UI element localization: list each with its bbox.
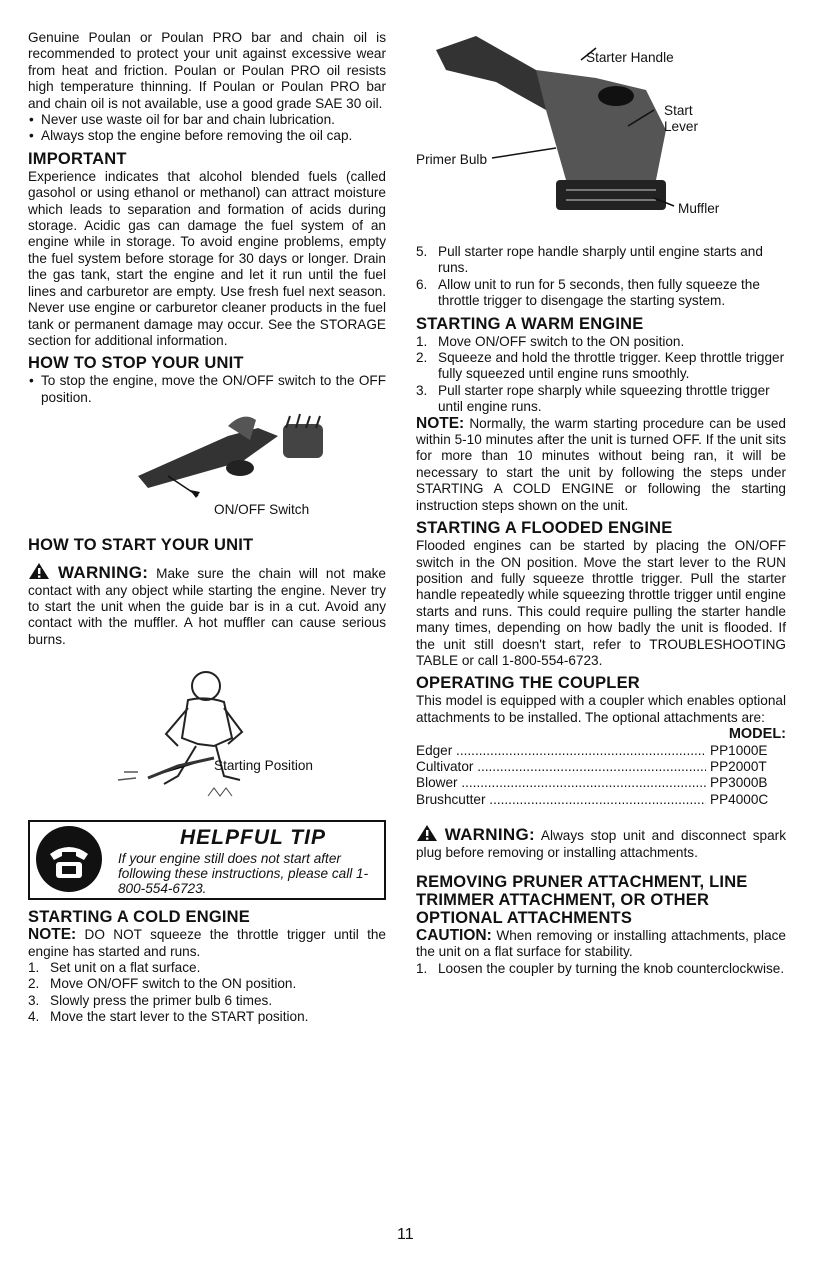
figure-label-starter: Starter Handle (586, 50, 674, 65)
engine-figure (416, 30, 786, 244)
operator-illustration (28, 648, 386, 808)
model-table (416, 726, 786, 808)
figure-label-muffler: Muffler (678, 201, 720, 216)
important-paragraph: Experience indicates that alcohol blended fuels (called gasohol or using ethanol or methanol) can attract moisture which leads to separation and formation of acids during storage. Acidic gas can damage the fuel system of an engine while in storage. To avoid engine problems, empty the fuel system before storage for 30 days or longer. Drain the gas tank, start the engine and let it run until the fuel lines and carburetor are empty. Use fresh fuel next season. Never use engine or carburetor cleaner products in the fuel tank or permanent damage may occur. See the STORAGE section for additional information. (28, 168, 386, 348)
note-text: DO NOT squeeze the throttle trigger until the engine has started and runs. (28, 927, 386, 959)
table-row: Blower ..... PP3000B (416, 775, 786, 791)
caution-text: When removing or installing attachments, place the unit on a flat surface for stability. (416, 928, 786, 960)
list-item: 1. Set unit on a flat surface. (28, 959, 201, 975)
model-header: MODEL: (728, 726, 786, 743)
figure-label-start: Start (664, 103, 693, 118)
figure-label-position: Starting Position (214, 758, 313, 774)
flooded-paragraph: Flooded engines can be started by placing the ON/OFF switch in the ON position. Move the start lever to the RUN position and fully squeeze throttle trigger. Pull the starter handle repeatedly while squeezing throttle trigger until engine starts and runs. This could require pulling the starter handle many times, depending on how badly the unit is flooded. If the unit still doesn't start, refer to TROUBLESHOOTING TABLE or call 1-800-554-6723. (416, 538, 786, 668)
figure-label-lever: Lever (664, 119, 699, 134)
warning-triangle-icon (28, 562, 50, 580)
list-item: 3. Pull starter rope sharply while squeezing throttle trigger until engine runs. (416, 382, 770, 415)
list-item: • Always stop the engine before removing the oil cap. (28, 128, 386, 144)
stop-bullets (28, 373, 386, 406)
heading-removing: REMOVING PRUNER ATTACHMENT, LINE TRIMMER ATTACHMENT, OR OTHER OPTIONAL ATTACHMENTS (416, 873, 748, 927)
note-lead: NOTE: (28, 926, 77, 944)
list-item: 3. Slowly press the primer bulb 6 times. (28, 992, 273, 1008)
table-row: Edger ..... PP1000E (416, 743, 786, 759)
oil-paragraph: Genuine Poulan or Poulan PRO bar and chain oil is recommended to protect your unit against excessive wear from heat and friction. Poulan or Poulan PRO oil resists high temperature thinning. If Poulan or Poulan PRO bar and chain oil is not available, use a good grade SAE 30 oil. (28, 30, 386, 111)
starting-position-figure (28, 648, 386, 814)
warning-triangle-icon (416, 824, 438, 842)
list-item: 1. Loosen the coupler by turning the knob counterclockwise. (416, 960, 785, 976)
cold-steps (28, 960, 386, 1026)
note-paragraph (416, 416, 786, 514)
heading-flooded: STARTING A FLOODED ENGINE (416, 519, 673, 538)
note-lead: NOTE: (416, 414, 465, 432)
list-item: • To stop the engine, move the ON/OFF switch to the OFF position. (28, 373, 386, 406)
phone-icon (36, 826, 102, 892)
list-item: 2. Squeeze and hold the throttle trigger. Keep throttle trigger fully squeezed until engine runs smoothly. (416, 350, 785, 382)
caution-lead: CAUTION: (416, 927, 492, 944)
figure-label-primer: Primer Bulb (416, 152, 488, 167)
switch-figure (28, 406, 386, 528)
list-item: • Never use waste oil for bar and chain lubrication. (28, 112, 386, 128)
cold-steps-continued (416, 244, 786, 310)
warning-paragraph (28, 562, 386, 648)
heading-warm: STARTING A WARM ENGINE (416, 314, 644, 333)
tip-text: If your engine still does not start after following these instructions, please call 1-800-554-6723. (118, 851, 369, 897)
warm-steps (416, 334, 786, 416)
warning-text: Make sure the chain will not make contact with any object while starting the engine. Never try to start the unit when the guide bar is in a cut. Avoid any contact with the muffler. A hot muffler can cause serious burns. (28, 566, 386, 647)
list-item: 4. Move the start lever to the START position. (28, 1009, 309, 1025)
warning-paragraph (416, 824, 786, 861)
table-row: Brushcutter ..... PP4000C (416, 792, 786, 808)
heading-stop: HOW TO STOP YOUR UNIT (28, 354, 244, 373)
helpful-tip-box (28, 820, 386, 900)
trimmer-handle-illustration (28, 406, 386, 516)
heading-cold: STARTING A COLD ENGINE (28, 908, 250, 927)
warning-text: Always stop unit and disconnect spark plug before removing or installing attachments. (416, 828, 786, 860)
heading-start: HOW TO START YOUR UNIT (28, 536, 254, 555)
caution-paragraph (416, 928, 786, 961)
list-item: 5. Pull starter rope handle sharply until engine starts and runs. (416, 244, 763, 276)
list-item: 6. Allow unit to run for 5 seconds, then fully squeeze the throttle trigger to disengage the starting system. (416, 276, 760, 309)
heading-coupler: OPERATING THE COUPLER (416, 674, 640, 693)
left-column (28, 30, 386, 1026)
coupler-paragraph: This model is equipped with a coupler which enables optional attachments to be installed. The optional attachments are: (416, 693, 786, 725)
warning-lead: WARNING: (57, 563, 149, 583)
list-item: 1. Move ON/OFF switch to the ON position. (416, 333, 685, 349)
table-row: Cultivator ..... PP2000T (416, 759, 786, 775)
heading-important: IMPORTANT (28, 149, 127, 168)
right-column (416, 30, 786, 977)
tip-title: HELPFUL TIP (180, 826, 326, 850)
warning-lead: WARNING: (444, 825, 535, 845)
note-text: Normally, the warm starting procedure can be used within 5-10 minutes after the unit is turned OFF. If the unit sits for more than 10 minutes without being ran, it will be necessary to start the unit by following the steps under STARTING A COLD ENGINE or following the starting instruction steps shown on the unit. (416, 415, 786, 513)
oil-bullets (28, 112, 386, 145)
note-paragraph (28, 927, 386, 960)
remove-steps (416, 961, 786, 977)
list-item: 2. Move ON/OFF switch to the ON position. (28, 976, 297, 992)
figure-label-switch: ON/OFF Switch (214, 502, 310, 518)
page-number: 11 (397, 1226, 414, 1243)
